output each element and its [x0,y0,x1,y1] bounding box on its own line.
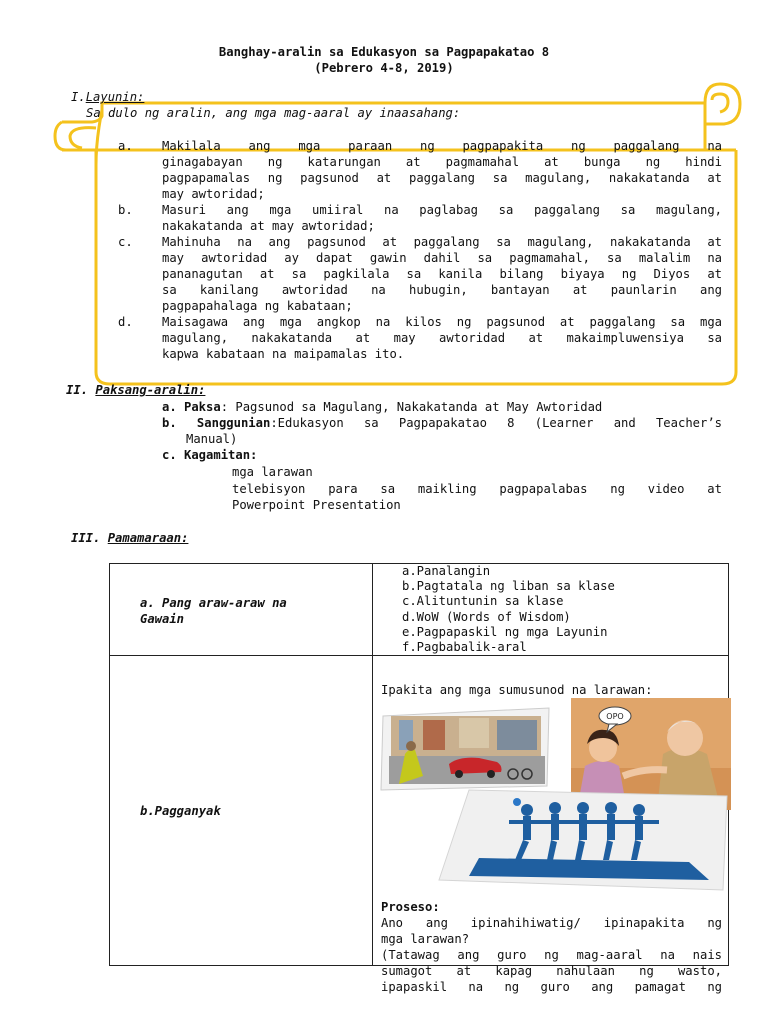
objective-item [118,234,722,314]
objective-text [162,314,722,362]
sanggunian-line-2: Manual) [186,432,238,446]
objective-line: Makilala ang mga paraan ng pagpapakita ng paggalang na [162,139,722,153]
proseso-label: Proseso: [381,900,440,914]
objective-line: pagpapamalas ng pagsunod at paggalang sa magulang, nakakatanda at [162,171,722,185]
list-item: e.Pagpapaskil ng mga Layunin [402,624,608,639]
material-item: telebisyon para sa maikling pagpapalabas ng video at [232,482,722,496]
objective-line: pagpapahalaga ng kabataan; [162,299,353,313]
document-title: Banghay-aralin sa Edukasyon sa Pagpapakatao 8 [218,45,550,59]
objective-line: Masuri ang mga umiiral na paglabag sa paggalang sa magulang, [162,203,722,217]
proseso-text: Ano ang ipinahihiwatig/ ipinapakita ng mga larawan? (Tatawag ang guro ng mag-aaral na nais sumagot at kapag nahulaan ng wasto, ipapaskil na ng guro ang pamagat ng [381,916,722,994]
objective-text [162,202,722,234]
objective-line: may awtoridad; [162,187,265,201]
row2-label-cell [110,656,373,966]
table-row [110,656,729,966]
material-item: mga larawan [232,465,313,479]
list-item: c.Alituntunin sa klase [402,594,564,609]
section3-heading: III. Pamamaraan: [71,531,189,545]
street-scene-image [379,706,551,790]
objective-line: Maisagawa ang mga angkop na kilos ng pagsunod at paggalang sa mga [162,315,722,329]
list-item: a.Panalangin [402,564,491,578]
table-row [110,564,729,656]
objective-item [118,138,722,202]
objective-letter: a. [118,139,133,153]
sanggunian-line: b. Sanggunian:Edukasyon sa Pagpapakatao 8 (Learner and Teacher’s [162,416,723,430]
daily-activities-list [402,564,615,655]
row2-content-cell [373,656,729,994]
objective-line: nakakatanda at may awtoridad; [162,219,375,233]
objective-line: Mahinuha na ang pagsunod at paggalang sa magulang, nakakatanda at [162,235,722,249]
objective-line: pananagutan at sa pagkilala sa kanila bilang biyaya ng Diyos at [162,267,722,281]
paksa-line: a. Paksa: Pagsunod sa Magulang, Nakakatanda at May Awtoridad [162,400,603,414]
list-item: f.Pagbabalik-aral [402,640,527,655]
objective-line: sa kanilang awtoridad na hubugin, bantayan at paunlarin ang [162,283,722,297]
objective-item [118,202,722,234]
section1-heading: I.Layunin: [71,90,145,104]
objective-text [162,138,722,202]
row2-label: b.Pagganyak [140,804,221,818]
objective-line: may awtoridad ay dapat gawin dahil sa pagmamahal, sa malalim na [162,251,722,265]
section1-intro: Sa dulo ng aralin, ang mga mag-aaral ay inaasahang: [86,106,461,120]
row1-label: a. Pang araw-araw na Gawain [140,596,287,626]
objective-item [118,314,722,362]
objectives-list [118,138,722,362]
speech-bubble-text: OPO [606,712,624,721]
teamwork-figures-image [439,782,729,892]
document-date: (Pebrero 4-8, 2019) [314,61,454,75]
list-item: d.WoW (Words of Wisdom) [402,609,571,624]
objective-letter: c. [118,235,133,249]
objective-letter: b. [118,203,133,217]
objective-letter: d. [118,315,133,329]
material-item: Powerpoint Presentation [232,498,401,512]
row1-label-cell [110,564,373,656]
objective-line: ginagabayan ng katarungan at pagmamahal at bunga ng hindi [162,155,722,169]
procedure-table [109,563,729,994]
objective-line: magulang, nakakatanda at may awtoridad at makaimpluwensiya sa [162,331,722,345]
pagganyak-intro: Ipakita ang mga sumusunod na larawan: [381,683,653,697]
list-item: b.Pagtatala ng liban sa klase [402,579,615,594]
row1-content-cell [373,564,729,656]
section2-heading: II. Paksang-aralin: [66,383,206,397]
objective-text [162,234,722,314]
kagamitan-label: c. Kagamitan: [162,448,258,462]
objective-line: kapwa kabataan na maipamalas ito. [162,347,405,361]
